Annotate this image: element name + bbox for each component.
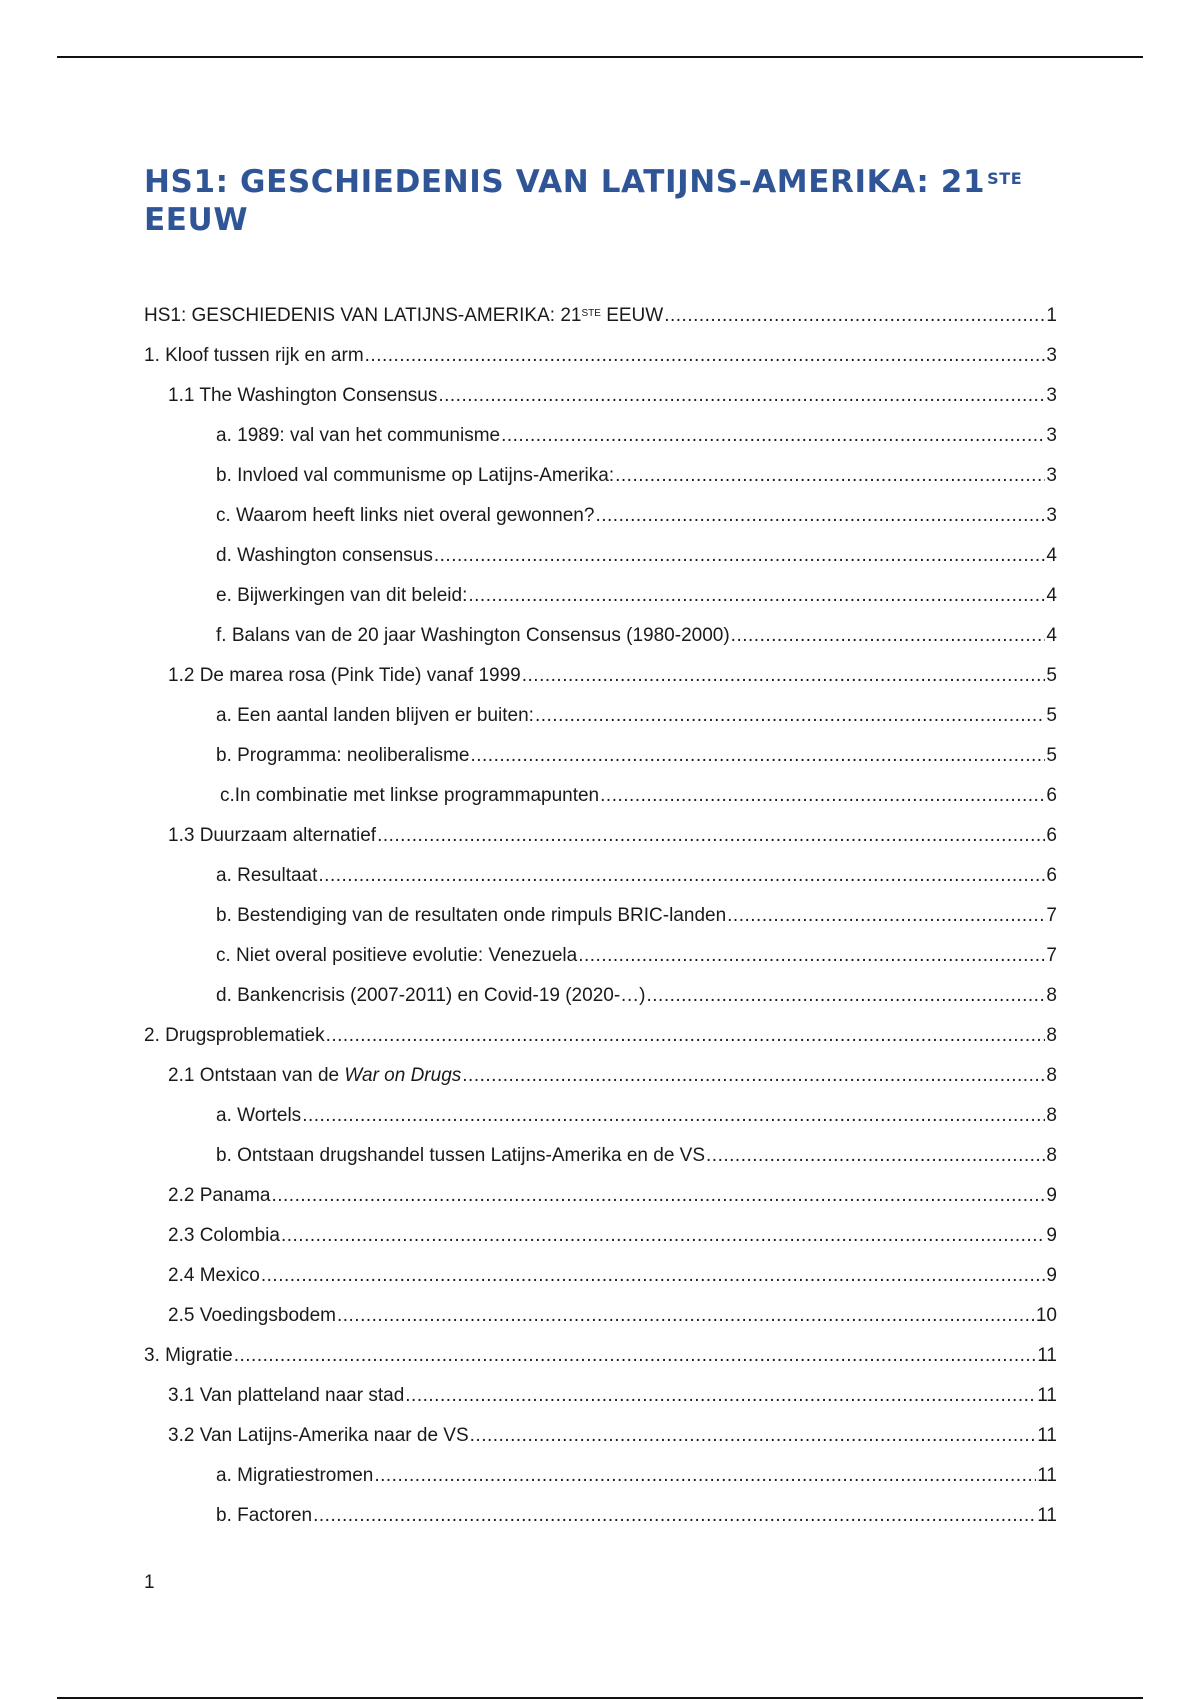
toc-entry-text: b. Invloed val communisme op Latijns-Amerika: — [216, 465, 615, 486]
table-of-contents — [144, 302, 1057, 1542]
toc-dot-leader — [462, 1062, 1045, 1090]
toc-entry-text: e. Bijwerkingen van dit beleid: — [216, 585, 468, 606]
toc-entry[interactable] — [144, 622, 1057, 662]
toc-entry-label — [168, 1182, 270, 1210]
toc-page-number: 7 — [1046, 905, 1057, 926]
toc-entry[interactable] — [144, 382, 1057, 422]
toc-page-number: 9 — [1046, 1185, 1057, 1206]
toc-entry-label — [216, 1502, 312, 1530]
toc-page-number: 9 — [1046, 1225, 1057, 1246]
toc-page-number: 5 — [1046, 705, 1057, 726]
toc-page-number: 11 — [1037, 1345, 1057, 1366]
toc-page-number: 8 — [1046, 1105, 1057, 1126]
toc-entry[interactable] — [144, 302, 1057, 342]
toc-entry-label — [216, 622, 730, 650]
toc-entry-text: 2.5 Voedingsbodem — [168, 1305, 336, 1326]
toc-dot-leader — [731, 622, 1046, 650]
toc-entry[interactable] — [144, 1062, 1057, 1102]
toc-page-number: 1 — [1046, 305, 1057, 326]
toc-entry-italic-text: War on Drugs — [344, 1065, 462, 1086]
toc-entry-text: c. Waarom heeft links niet overal gewonnen? — [216, 505, 595, 526]
toc-entry-text: HS1: GESCHIEDENIS VAN LATIJNS-AMERIKA: 21 — [144, 305, 582, 326]
toc-page-number: 8 — [1046, 985, 1057, 1006]
toc-page-number: 8 — [1046, 1065, 1057, 1086]
title-superscript: STE — [987, 169, 1023, 188]
toc-entry-label — [168, 382, 437, 410]
toc-entry-label — [144, 342, 364, 370]
toc-entry-label — [144, 1342, 233, 1370]
toc-entry-label — [168, 1382, 404, 1410]
toc-entry[interactable] — [144, 582, 1057, 622]
toc-entry[interactable] — [144, 1342, 1057, 1382]
toc-entry-label — [216, 582, 467, 610]
toc-entry-text: b. Ontstaan drugshandel tussen Latijns-Amerika en de VS — [216, 1145, 706, 1166]
toc-page-number: 4 — [1046, 625, 1057, 646]
toc-entry[interactable] — [144, 1462, 1057, 1502]
toc-entry-label — [144, 1022, 325, 1050]
toc-entry-label — [168, 1262, 260, 1290]
toc-entry-label — [144, 302, 663, 330]
toc-dot-leader — [281, 1222, 1045, 1250]
page-number: 1 — [144, 1572, 155, 1593]
toc-entry-text: a. 1989: val van het communisme — [216, 425, 501, 446]
toc-entry-text: f. Balans van de 20 jaar Washington Consensus (1980-2000) — [216, 625, 730, 646]
toc-dot-leader — [501, 422, 1045, 450]
toc-entry-label — [168, 822, 376, 850]
toc-entry-label — [216, 702, 534, 730]
toc-entry[interactable] — [144, 342, 1057, 382]
toc-dot-leader — [595, 502, 1045, 530]
toc-page-number: 10 — [1035, 1305, 1057, 1326]
toc-page-number: 3 — [1046, 345, 1057, 366]
toc-entry-label — [216, 462, 614, 490]
toc-entry-superscript: STE — [581, 308, 601, 319]
toc-entry-label — [168, 1302, 336, 1330]
toc-entry[interactable] — [144, 502, 1057, 542]
footer-rule — [57, 1697, 1143, 1699]
document-title — [144, 163, 1084, 239]
toc-entry-text: a. Resultaat — [216, 865, 318, 886]
toc-page-number: 6 — [1046, 825, 1057, 846]
toc-dot-leader — [365, 342, 1046, 370]
toc-entry-text: c.In combinatie met linkse programmapunten — [220, 785, 600, 806]
toc-entry-label — [216, 742, 469, 770]
toc-dot-leader — [313, 1502, 1036, 1530]
toc-entry-text: 3. Migratie — [144, 1345, 233, 1366]
toc-entry-text: 3.1 Van platteland naar stad — [168, 1385, 405, 1406]
toc-dot-leader — [470, 1422, 1037, 1450]
toc-entry-label — [168, 1062, 461, 1090]
toc-dot-leader — [434, 542, 1046, 570]
toc-entry-text: d. Washington consensus — [216, 545, 433, 566]
toc-entry-label — [168, 1222, 280, 1250]
toc-entry-label — [216, 1142, 705, 1170]
toc-page-number: 4 — [1046, 585, 1057, 606]
toc-page-number: 6 — [1046, 865, 1057, 886]
toc-dot-leader — [337, 1302, 1035, 1330]
toc-dot-leader — [302, 1102, 1045, 1130]
toc-dot-leader — [522, 662, 1046, 690]
toc-entry-text-after: EEUW — [600, 305, 664, 326]
toc-dot-leader — [727, 902, 1045, 930]
toc-entry[interactable] — [144, 1182, 1057, 1222]
toc-dot-leader — [271, 1182, 1045, 1210]
toc-entry-text: 2.2 Panama — [168, 1185, 271, 1206]
toc-entry-label — [168, 1422, 469, 1450]
toc-entry-text: 3.2 Van Latijns-Amerika naar de VS — [168, 1425, 469, 1446]
toc-page-number: 8 — [1046, 1025, 1057, 1046]
toc-page-number: 11 — [1037, 1465, 1057, 1486]
toc-dot-leader — [318, 862, 1045, 890]
toc-entry[interactable] — [144, 462, 1057, 502]
header-rule — [57, 56, 1143, 58]
toc-entry[interactable] — [144, 702, 1057, 742]
toc-entry-label — [216, 902, 726, 930]
toc-dot-leader — [261, 1262, 1046, 1290]
toc-entry[interactable] — [144, 1382, 1057, 1422]
toc-entry[interactable] — [144, 1022, 1057, 1062]
toc-entry[interactable] — [144, 1422, 1057, 1462]
toc-entry-label — [216, 502, 594, 530]
toc-dot-leader — [377, 822, 1045, 850]
toc-entry-text: 1. Kloof tussen rijk en arm — [144, 345, 364, 366]
toc-entry[interactable] — [144, 422, 1057, 462]
toc-entry-text: 2.3 Colombia — [168, 1225, 280, 1246]
toc-entry-text: 2. Drugsproblematiek — [144, 1025, 325, 1046]
toc-entry-label — [216, 942, 577, 970]
toc-entry[interactable] — [144, 662, 1057, 702]
toc-page-number: 11 — [1037, 1425, 1057, 1446]
toc-dot-leader — [405, 1382, 1036, 1410]
toc-entry[interactable] — [144, 1142, 1057, 1182]
toc-dot-leader — [234, 1342, 1037, 1370]
toc-dot-leader — [326, 1022, 1046, 1050]
toc-entry[interactable] — [144, 1502, 1057, 1542]
toc-dot-leader — [600, 782, 1045, 810]
toc-entry-label — [216, 1102, 301, 1130]
toc-entry-text: 1.2 De marea rosa (Pink Tide) vanaf 1999 — [168, 665, 521, 686]
toc-dot-leader — [470, 742, 1045, 770]
toc-entry-label — [216, 542, 433, 570]
toc-dot-leader — [646, 982, 1045, 1010]
toc-page-number: 3 — [1046, 425, 1057, 446]
toc-page-number: 7 — [1046, 945, 1057, 966]
toc-entry-text: a. Wortels — [216, 1105, 302, 1126]
toc-page-number: 9 — [1046, 1265, 1057, 1286]
toc-entry-label — [216, 422, 500, 450]
toc-entry[interactable] — [144, 822, 1057, 862]
toc-entry-label — [216, 982, 645, 1010]
toc-page-number: 3 — [1046, 465, 1057, 486]
toc-entry[interactable] — [144, 1262, 1057, 1302]
title-line2: EEUW — [144, 202, 249, 238]
toc-entry-label — [220, 782, 599, 810]
toc-entry[interactable] — [144, 902, 1057, 942]
toc-page-number: 8 — [1046, 1145, 1057, 1166]
toc-dot-leader — [578, 942, 1045, 970]
toc-entry[interactable] — [144, 742, 1057, 782]
toc-dot-leader — [664, 302, 1045, 330]
toc-entry[interactable] — [144, 942, 1057, 982]
toc-entry-text: a. Migratiestromen — [216, 1465, 374, 1486]
toc-page-number: 11 — [1037, 1505, 1057, 1526]
toc-page-number: 4 — [1046, 545, 1057, 566]
toc-entry-text: a. Een aantal landen blijven er buiten: — [216, 705, 534, 726]
toc-entry-text: b. Factoren — [216, 1505, 313, 1526]
toc-entry[interactable] — [144, 1222, 1057, 1262]
toc-entry-label — [216, 862, 317, 890]
toc-entry[interactable] — [144, 982, 1057, 1022]
toc-dot-leader — [468, 582, 1045, 610]
toc-page-number: 5 — [1046, 665, 1057, 686]
toc-entry-text: d. Bankencrisis (2007-2011) en Covid-19 (2020-…) — [216, 985, 646, 1006]
toc-entry[interactable] — [144, 862, 1057, 902]
toc-dot-leader — [374, 1462, 1036, 1490]
toc-page-number: 11 — [1037, 1385, 1057, 1406]
toc-page-number: 6 — [1046, 785, 1057, 806]
toc-entry-text: 1.1 The Washington Consensus — [168, 385, 438, 406]
toc-entry-label — [168, 662, 521, 690]
title-main: HS1: GESCHIEDENIS VAN LATIJNS-AMERIKA: 21 — [144, 164, 986, 200]
toc-entry-text: c. Niet overal positieve evolutie: Venezuela — [216, 945, 578, 966]
toc-page-number: 3 — [1046, 385, 1057, 406]
toc-entry[interactable] — [144, 1102, 1057, 1142]
toc-entry[interactable] — [144, 542, 1057, 582]
toc-dot-leader — [438, 382, 1045, 410]
toc-dot-leader — [535, 702, 1045, 730]
toc-page-number: 5 — [1046, 745, 1057, 766]
toc-page-number: 3 — [1046, 505, 1057, 526]
toc-dot-leader — [615, 462, 1045, 490]
toc-entry-text: 1.3 Duurzaam alternatief — [168, 825, 377, 846]
toc-entry-text: b. Programma: neoliberalisme — [216, 745, 470, 766]
toc-entry-label — [216, 1462, 373, 1490]
toc-entry[interactable] — [144, 1302, 1057, 1342]
toc-entry-text: 2.4 Mexico — [168, 1265, 260, 1286]
toc-entry-text: 2.1 Ontstaan van de — [168, 1065, 345, 1086]
toc-entry-text: b. Bestendiging van de resultaten onde rimpuls BRIC-landen — [216, 905, 727, 926]
toc-dot-leader — [706, 1142, 1045, 1170]
toc-entry[interactable] — [144, 782, 1057, 822]
